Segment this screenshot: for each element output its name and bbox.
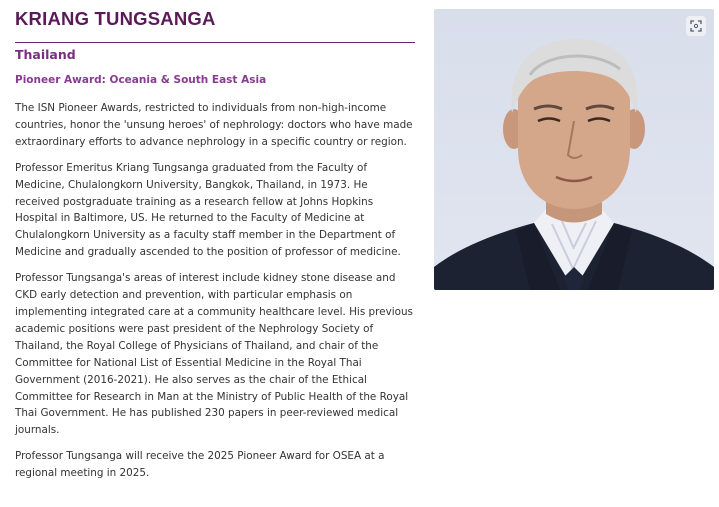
paragraph-intro: The ISN Pioneer Awards, restricted to individuals from non-high-income countries, honor the 'unsung heroes' of nephrology: doctors who have made extraordinary efforts to advance nephrology in a specific country or region. bbox=[15, 102, 413, 148]
award-title: Pioneer Award: Oceania & South East Asia bbox=[15, 74, 267, 86]
expand-icon[interactable] bbox=[686, 16, 706, 36]
person-name: KRIANG TUNGSANGA bbox=[15, 8, 216, 29]
divider bbox=[15, 42, 415, 43]
country-label: Thailand bbox=[15, 47, 76, 62]
paragraph-award: Professor Tungsanga will receive the 2025 Pioneer Award for OSEA at a regional meeting in 2025. bbox=[15, 450, 385, 480]
portrait-illustration bbox=[434, 9, 714, 290]
expand-glyph bbox=[690, 20, 702, 32]
paragraph-education: Professor Emeritus Kriang Tungsanga graduated from the Faculty of Medicine, Chulalongkorn University, Bangkok, Thailand, in 1973. He received postgraduate training as a research fellow at Johns Hopkins Hospital in Baltimore, US. He returned to the Faculty of Medicine at Chulalongkorn University as a faculty staff member in the Department of Medicine and gradually ascended to the position of professor of medicine. bbox=[15, 161, 401, 259]
profile-content bbox=[15, 8, 415, 482]
portrait-photo[interactable] bbox=[434, 9, 714, 290]
paragraph-interests: Professor Tungsanga's areas of interest include kidney stone disease and CKD early detection and prevention, with particular emphasis on implementing integrated care at a community healthcare level. His previous academic positions were past president of the Nephrology Society of Thailand, the Royal College of Physicians of Thailand, and chair of the Committee for National List of Essential Medicine in the Royal Thai Government (2016-2021). He also serves as the chair of the Ethical Committee for Research in Man at the Ministry of Public Health of the Royal Thai Government. He has published 230 papers in peer-reviewed medical journals. bbox=[15, 272, 413, 437]
